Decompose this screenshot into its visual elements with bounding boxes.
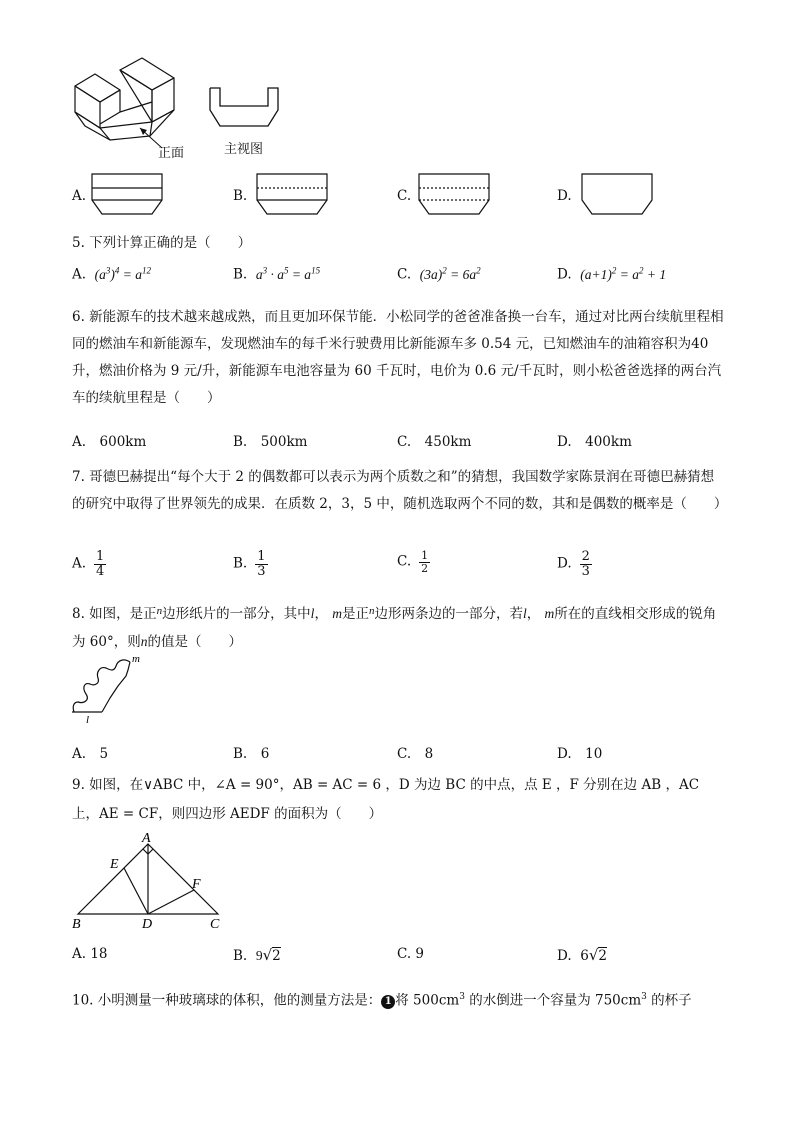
q9-d-radicand: 2 [598,948,607,964]
q5-option-d: D. $(a+1)^2 = a^2 + 1$ [557,265,667,283]
q5-option-a: A. $(a^3)^4 = a^{12}$ [72,265,152,283]
q9-b-coef: 9 [255,948,263,963]
q7-c-label: C. [397,553,412,570]
q9-b-label: B. [233,948,248,964]
q10-stem [72,984,724,1015]
q7-b-num: 1 [257,549,266,564]
q8-var-n-2: n [368,605,375,617]
q8-stem-part6: 的值是（ ） [147,634,242,650]
q7-d-den: 3 [581,563,590,579]
q10-cube-1: 3 [459,992,465,1002]
q7-stem: 7. 哥德巴赫提出“每个大于 2 的偶数都可以表示为两个质数之和”的猜想，我国数学家陈景润在哥德巴赫猜想的研究中取得了世界领先的成果．在质数 2，3，5 中，随机选取两个不同的数，其和是偶数的概率是（ ） [72,469,728,512]
q4-main-view-figure [208,86,288,136]
q9-line2: 上，AE = CF，则四边形 AEDF 的面积为（ ） [72,806,383,822]
q8-option-b: B. 6 [233,746,270,762]
q5-a-label: A. [72,266,87,283]
q8-var-m-2: m [544,606,555,621]
q7-c-num: 1 [421,549,429,562]
q8-stem-part4: 边形两条边的一部分，若 [374,606,523,622]
q8-var-n: n [156,605,163,617]
q9-label-f: F [192,877,201,892]
q7-d-num: 2 [581,549,590,564]
q4-option-c-figure [417,172,497,222]
q4-option-b-label: B. [233,188,248,204]
q7-b-label: B. [233,555,248,572]
q6-stem: 6. 新能源车的技术越来越成熟，而且更加环保节能．小松同学的爸爸准备换一台车，通过对比两台续航里程相同的燃油车和新能源车，发现燃油车的每千米行驶费用比新能源车多 0.54 元，已知燃油车的油箱容积为40 升，燃油价格为 9 元/升，新能源车电池容量为 60 千瓦时，电价为 0.6 元/千瓦时，则小松爸爸选择的两台汽车的续航里程是（ ） [72,309,724,406]
q10-stem-part2: 将 500cm [395,992,460,1009]
q9-label-d: D [142,917,153,932]
q10-cube-2: 3 [641,992,647,1002]
q9-d-label: D. [557,948,572,964]
q8-var-l: l [310,606,315,621]
q8-option-c: C. 8 [397,746,434,762]
q7-c-fraction [419,550,430,574]
q7-a-label: A. [72,555,87,572]
q4-option-a-label: A. [72,188,87,204]
q5-option-c: C. $(3a)^2 = 6a^2$ [397,265,481,283]
q8-var-n-3: n [140,634,148,649]
q6-option-c: C. 450km [397,434,472,450]
front-label: 正面 [158,146,185,161]
q4-option-d-figure [580,172,660,222]
q8-var-m: m [332,606,342,621]
q4-option-d-label: D. [557,188,572,204]
q5-stem: 5. 下列计算正确的是（ ） [72,235,252,251]
q7-a-den: 4 [96,563,105,579]
q4-option-b-figure [255,172,335,222]
q5-c-label: C. [397,266,412,283]
q10-stem-part4: 的杯子 [646,992,692,1009]
q4-option-a-figure [90,172,170,222]
q6-option-d: D. 400km [557,434,632,450]
q7-a-fraction [94,550,106,578]
q5-b-label: B. [233,266,248,283]
q7-option-b [233,550,268,578]
q8-option-d: D. 10 [557,746,603,762]
q9-option-d: D. 6√2 [557,946,607,964]
q9-option-a: A. 18 [72,946,108,962]
q7-option-d [557,550,592,578]
q9-label-a: A [142,831,151,846]
q8-polygon-figure [70,653,150,726]
q8-stem-part1: 8. 如图，是正 [72,606,157,622]
q8-var-l-2: l [522,606,527,621]
q6-option-b: B. 500km [233,434,308,450]
q5-option-b: B. $a^3 \cdot a^5 = a^{15}$ [233,265,321,283]
q7-c-den: 2 [421,561,429,575]
q8-stem-part2: 边形纸片的一部分，其中 [162,606,311,622]
q9-d-coef: 6 [580,948,589,964]
q8-stem-part5: 所在的直线相交形成的锐角为 60°，则 [72,606,717,650]
q5-d-label: D. [557,266,572,283]
q9-label-b: B [72,917,81,932]
q7-b-den: 3 [257,563,266,579]
q6-option-a: A. 600km [72,434,147,450]
q7-option-a [72,550,106,578]
q9-label-c: C [210,917,220,932]
q7-d-fraction [580,550,592,578]
q8-fig-l: l [86,714,90,726]
q8-fig-m: m [132,653,140,665]
main-view-label: 主视图 [224,142,264,157]
q9-triangle-figure [70,830,230,930]
q9-line1: 9. 如图，在∨ABC 中，∠A = 90°，AB = AC = 6 ，D 为边 BC 的中点，点 E ，F 分别在边 AB ，AC [72,777,700,793]
q9-option-b: B. 9√2 [233,946,281,964]
q9-label-e: E [110,857,119,872]
q10-step-number: 1 [381,995,395,1009]
q8-stem: 8. 如图，是正$^n$边形纸片的一部分，其中l， m是正$^n$边形两条边的一部分，若l， m所在的直线相交形成的锐角为 60°，则n的值是（ ） [72,605,717,650]
q9-b-radicand: 2 [272,948,281,964]
q10-stem-part1: 10. 小明测量一种玻璃球的体积，他的测量方法是： [72,992,382,1009]
q8-stem-part3: 是正 [341,606,369,622]
q4-option-c-label: C. [397,188,412,204]
q7-option-c [397,550,430,574]
q7-d-label: D. [557,555,572,572]
q7-b-fraction [255,550,267,578]
q9-option-c: C. 9 [397,946,425,962]
q7-a-num: 1 [96,549,105,564]
q8-option-a: A. 5 [72,746,109,762]
q10-stem-part3: 的水倒进一个容量为 750cm [464,992,642,1009]
